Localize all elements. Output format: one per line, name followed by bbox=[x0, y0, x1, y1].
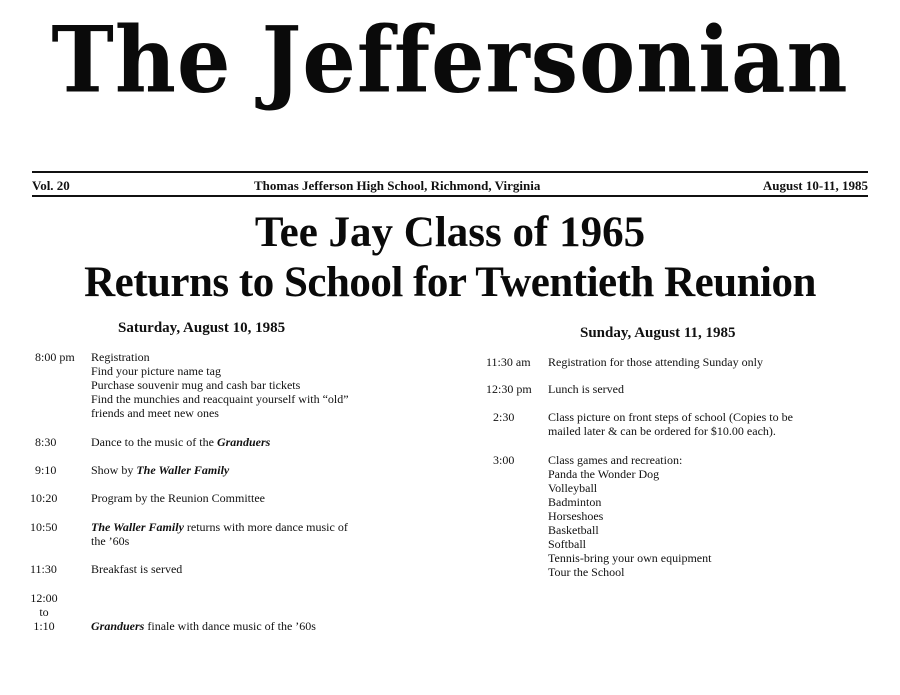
sunday-heading: Sunday, August 11, 1985 bbox=[580, 325, 736, 341]
event-line: Registration for those attending Sunday only bbox=[548, 355, 763, 369]
event-time: 8:00 pm bbox=[35, 350, 75, 364]
event-description bbox=[91, 520, 348, 548]
event-line: Purchase souvenir mug and cash bar tickets bbox=[91, 378, 301, 392]
band-name: The Waller Family bbox=[136, 463, 230, 477]
event-time: 10:50 bbox=[30, 520, 58, 534]
event-description bbox=[91, 350, 349, 420]
event-time: 12:30 pm bbox=[486, 382, 532, 396]
event-description bbox=[91, 491, 265, 505]
info-bar bbox=[32, 178, 868, 192]
event-time: 11:30 am bbox=[486, 355, 531, 369]
event-line: Registration bbox=[91, 350, 150, 364]
time-line: to bbox=[39, 605, 49, 619]
event-text: Dance to the music of the bbox=[91, 435, 217, 449]
event-line: Horseshoes bbox=[548, 509, 604, 523]
event-line: mailed later & can be ordered for $10.00 each). bbox=[548, 424, 776, 438]
event-line: Class games and recreation: bbox=[548, 453, 683, 467]
event-time: 3:00 bbox=[493, 453, 515, 467]
event-line: Class picture on front steps of school (Copies to be bbox=[548, 410, 793, 424]
event-line: Panda the Wonder Dog bbox=[548, 467, 660, 481]
event-description bbox=[91, 435, 270, 449]
time-line: 1:10 bbox=[33, 619, 55, 633]
headline-line-2: Returns to School for Twentieth Reunion bbox=[84, 259, 816, 306]
event-line: Basketball bbox=[548, 523, 599, 537]
event-description bbox=[548, 453, 711, 579]
event-description bbox=[548, 355, 763, 369]
event-line: the ’60s bbox=[91, 534, 130, 548]
event-line: Tour the School bbox=[548, 565, 625, 579]
event-line: Breakfast is served bbox=[91, 562, 183, 576]
event-line: Badminton bbox=[548, 495, 602, 509]
event-line: Volleyball bbox=[548, 481, 598, 495]
event-time: 9:10 bbox=[35, 463, 57, 477]
event-description bbox=[91, 463, 229, 477]
event-line: Tennis-bring your own equipment bbox=[548, 551, 712, 565]
event-time: 8:30 bbox=[35, 435, 57, 449]
event-description bbox=[91, 562, 182, 576]
event-time bbox=[30, 591, 58, 633]
saturday-heading: Saturday, August 10, 1985 bbox=[118, 320, 286, 336]
bottom-rule bbox=[32, 195, 868, 197]
issue-date: August 10-11, 1985 bbox=[762, 178, 868, 193]
event-line: friends and meet new ones bbox=[91, 406, 219, 420]
event-line: Program by the Reunion Committee bbox=[91, 491, 265, 505]
event-time: 10:20 bbox=[30, 491, 58, 505]
event-line: Find the munchies and reacquaint yourself with “old” bbox=[91, 392, 349, 406]
masthead-title: The Jeffersonian bbox=[51, 5, 849, 113]
event-description bbox=[548, 410, 793, 438]
event-description bbox=[91, 619, 316, 633]
volume-label: Vol. 20 bbox=[32, 178, 70, 193]
school-name: Thomas Jefferson High School, Richmond, Virginia bbox=[254, 178, 541, 193]
event-line: Find your picture name tag bbox=[91, 364, 221, 378]
band-name: Granduers bbox=[91, 619, 145, 633]
headline-line-1: Tee Jay Class of 1965 bbox=[254, 209, 646, 256]
time-line: 12:00 bbox=[30, 591, 58, 605]
event-text: returns with more dance music of bbox=[183, 520, 348, 534]
band-name: The Waller Family bbox=[91, 520, 184, 534]
event-text: Show by bbox=[91, 463, 137, 477]
top-rule bbox=[32, 171, 868, 173]
event-text: finale with dance music of the ’60s bbox=[144, 619, 316, 633]
event-line: Softball bbox=[548, 537, 586, 551]
band-name: Granduers bbox=[216, 435, 271, 449]
event-time: 11:30 bbox=[30, 562, 57, 576]
event-line: Lunch is served bbox=[548, 382, 624, 396]
event-time: 2:30 bbox=[493, 410, 515, 424]
event-description bbox=[548, 382, 624, 396]
